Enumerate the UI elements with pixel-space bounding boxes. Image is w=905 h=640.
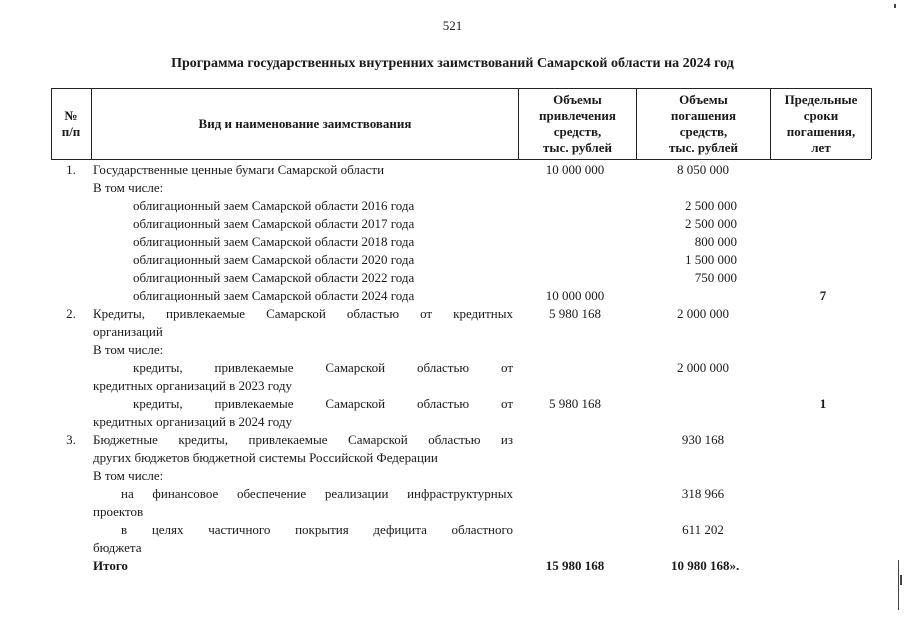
subheading: В том числе: (93, 180, 164, 195)
list-item-continued: кредитных организаций в 2024 году (93, 414, 293, 429)
repay-value: 2 500 000 (685, 198, 737, 213)
list-item: облигационный заем Самарской области 2017 года (133, 216, 415, 231)
total-attract: 15 980 168 (545, 558, 605, 573)
list-item: на финансовое обеспечение реализации инфраструктурных (121, 486, 513, 501)
row-number: 1. (66, 162, 76, 177)
repay-value: 2 500 000 (685, 216, 737, 231)
list-item: кредиты, привлекаемые Самарской областью от (133, 360, 513, 375)
scan-mark (900, 575, 902, 585)
repay-value: 318 966 (681, 486, 725, 501)
row-name: Бюджетные кредиты, привлекаемые Самарской областью из (93, 432, 513, 447)
row-name-continued: других бюджетов бюджетной системы Российской Федерации (93, 450, 438, 465)
row-number: 3. (66, 432, 76, 447)
list-item: облигационный заем Самарской области 2022 года (133, 270, 415, 285)
term-value: 1 (819, 396, 827, 411)
repay-value: 2 000 000 (677, 306, 729, 321)
repay-value: 800 000 (694, 234, 737, 249)
subheading: В том числе: (93, 342, 164, 357)
header-attract: Объемы привлечения средств, тыс. рублей (539, 92, 616, 155)
attract-value: 5 980 168 (549, 306, 601, 321)
list-item: кредиты, привлекаемые Самарской областью от (133, 396, 513, 411)
row-number: 2. (66, 306, 76, 321)
repay-value: 1 500 000 (685, 252, 737, 267)
list-item: облигационный заем Самарской области 2024 года (133, 288, 415, 303)
total-repay: 10 980 168». (671, 558, 740, 573)
attract-value: 10 000 000 (545, 162, 605, 177)
row-name-continued: организаций (93, 324, 163, 339)
scan-mark (898, 560, 899, 610)
list-item: облигационный заем Самарской области 2016 года (133, 198, 415, 213)
scan-mark (894, 4, 896, 8)
page-number: 521 (442, 18, 463, 33)
total-label: Итого (93, 558, 128, 573)
repay-value: 611 202 (682, 522, 724, 537)
table-border-right (871, 88, 872, 159)
header-name: Вид и наименование заимствования (198, 116, 412, 131)
list-item: облигационный заем Самарской области 2018 года (133, 234, 415, 249)
attract-value: 5 980 168 (549, 396, 601, 411)
repay-value: 2 000 000 (677, 360, 729, 375)
header-term: Предельные сроки погашения, лет (784, 92, 858, 155)
header-repay: Объемы погашения средств, тыс. рублей (669, 92, 738, 155)
table-header-bottom-border (51, 159, 871, 160)
list-item-continued: проектов (93, 504, 144, 519)
row-name: Государственные ценные бумаги Самарской области (93, 162, 385, 177)
document-title: Программа государственных внутренних заимствований Самарской области на 2024 год (171, 56, 734, 71)
repay-value: 930 168 (681, 432, 725, 447)
repay-value: 8 050 000 (677, 162, 729, 177)
list-item-continued: бюджета (93, 540, 142, 555)
list-item-continued: кредитных организаций в 2023 году (93, 378, 293, 393)
repay-value: 750 000 (694, 270, 737, 285)
attract-value: 10 000 000 (545, 288, 605, 303)
row-name: Кредиты, привлекаемые Самарской областью от кредитных (93, 306, 513, 321)
term-value: 7 (819, 288, 827, 303)
table-top-border (51, 88, 871, 89)
subheading: В том числе: (93, 468, 164, 483)
header-num: № п/п (61, 108, 81, 139)
list-item: облигационный заем Самарской области 2020 года (133, 252, 415, 267)
list-item: в целях частичного покрытия дефицита областного (121, 522, 513, 537)
